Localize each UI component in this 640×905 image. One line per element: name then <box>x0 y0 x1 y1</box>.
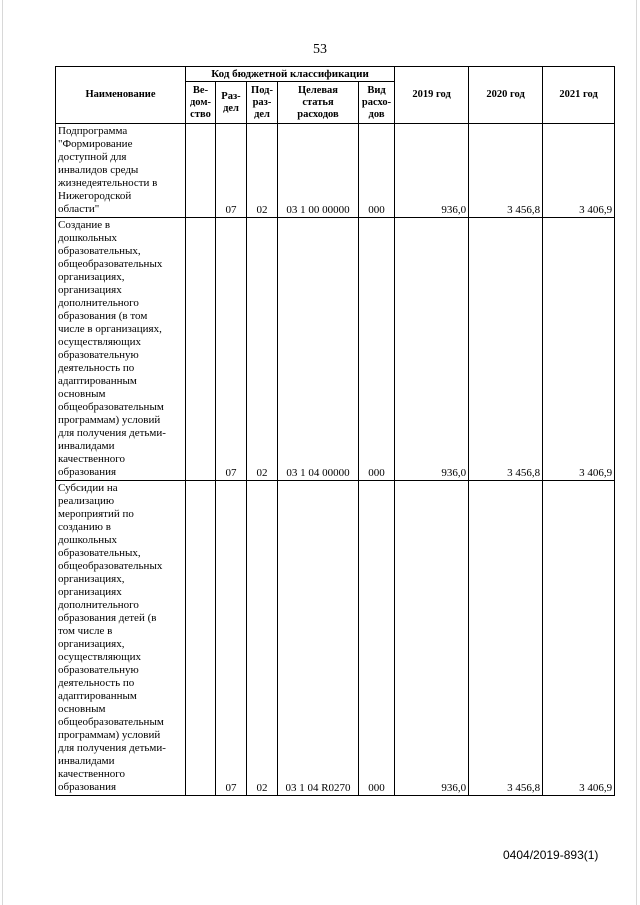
row-name-line: организациях, <box>58 638 125 650</box>
row-name-line: для получения детьми- <box>58 427 166 439</box>
vid-cell: 000 <box>359 124 395 218</box>
row-name-line: образования (в том <box>58 310 148 322</box>
row-name-cell <box>56 218 186 481</box>
row-name-line: Нижегородской <box>58 190 132 202</box>
row-name-line: осуществляющих <box>58 336 141 348</box>
value-2021-cell: 3 406,9 <box>543 481 615 796</box>
statya-cell: 03 1 04 00000 <box>278 218 359 481</box>
statya-cell: 03 1 04 R0270 <box>278 481 359 796</box>
podrazdel-cell: 02 <box>247 124 278 218</box>
value-2019-cell: 936,0 <box>395 124 469 218</box>
row-name-line: "Формирование <box>58 138 133 150</box>
table-row <box>56 218 615 481</box>
row-name-line: дополнительного <box>58 599 139 611</box>
row-name-line: организациях <box>58 586 122 598</box>
ved-cell <box>186 481 216 796</box>
row-name-line: дошкольных <box>58 232 117 244</box>
value-2019-cell: 936,0 <box>395 481 469 796</box>
row-name-line: адаптированным <box>58 690 137 702</box>
row-name-line: осуществляющих <box>58 651 141 663</box>
row-name-line: программам) условий <box>58 729 161 741</box>
row-name-line: образовательных, <box>58 245 141 257</box>
row-name-line: доступной для <box>58 151 127 163</box>
header-razdel: Раз- дел <box>216 82 247 124</box>
statya-cell: 03 1 00 00000 <box>278 124 359 218</box>
row-name-line: деятельность по <box>58 362 135 374</box>
header-2020: 2020 год <box>469 67 543 124</box>
row-name-line: общеобразовательных <box>58 258 163 270</box>
value-2020-cell: 3 456,8 <box>469 218 543 481</box>
header-statya: Целевая статья расходов <box>278 82 359 124</box>
row-name-line: Субсидии на <box>58 482 118 494</box>
row-name-cell <box>56 481 186 796</box>
row-name-line: образовательную <box>58 664 139 676</box>
row-name-line: общеобразовательных <box>58 560 163 572</box>
header-row-1 <box>56 67 615 82</box>
row-name-line: деятельность по <box>58 677 135 689</box>
row-name-line: образования детей (в <box>58 612 157 624</box>
row-name-line: инвалидами <box>58 440 115 452</box>
header-vid: Вид расхо- дов <box>359 82 395 124</box>
row-name-line: Создание в <box>58 219 111 231</box>
value-2019-cell: 936,0 <box>395 218 469 481</box>
header-podrazdel: Под- раз- дел <box>247 82 278 124</box>
row-name-line: мероприятий по <box>58 508 134 520</box>
row-name-cell <box>56 124 186 218</box>
row-name-line: созданию в <box>58 521 111 533</box>
row-name-line: области" <box>58 203 100 215</box>
podrazdel-cell: 02 <box>247 218 278 481</box>
row-name-line: числе в организациях, <box>58 323 162 335</box>
row-name-line: том числе в <box>58 625 113 637</box>
razdel-cell: 07 <box>216 218 247 481</box>
value-2021-cell: 3 406,9 <box>543 218 615 481</box>
left-edge-line <box>2 0 3 905</box>
row-name-line: образовательную <box>58 349 139 361</box>
header-budget-code-group: Код бюджетной классификации <box>186 67 395 82</box>
row-name-line: основным <box>58 388 106 400</box>
row-name-line: программам) условий <box>58 414 161 426</box>
table-body <box>56 124 615 796</box>
header-ved: Ве- дом- ство <box>186 82 216 124</box>
row-name-line: организациях, <box>58 271 125 283</box>
row-name-line: инвалидов среды <box>58 164 139 176</box>
document-code: 0404/2019-893(1) <box>503 848 599 862</box>
razdel-cell: 07 <box>216 481 247 796</box>
row-name-line: реализацию <box>58 495 115 507</box>
header-2021: 2021 год <box>543 67 615 124</box>
table-row <box>56 124 615 218</box>
podrazdel-cell: 02 <box>247 481 278 796</box>
table-row <box>56 481 615 796</box>
row-name-line: качественного <box>58 768 126 780</box>
row-name-line: основным <box>58 703 106 715</box>
row-name-line: общеобразовательным <box>58 716 164 728</box>
row-name-line: образования <box>58 466 117 478</box>
row-name-line: Подпрограмма <box>58 125 128 137</box>
row-name-line: организациях, <box>58 573 125 585</box>
header-name: Наименование <box>56 67 186 124</box>
row-name-line: инвалидами <box>58 755 115 767</box>
vid-cell: 000 <box>359 481 395 796</box>
budget-table <box>55 66 615 796</box>
value-2020-cell: 3 456,8 <box>469 481 543 796</box>
row-name-line: качественного <box>58 453 126 465</box>
row-name-line: образовательных, <box>58 547 141 559</box>
value-2021-cell: 3 406,9 <box>543 124 615 218</box>
row-name-line: образования <box>58 781 117 793</box>
row-name-line: дополнительного <box>58 297 139 309</box>
ved-cell <box>186 124 216 218</box>
value-2020-cell: 3 456,8 <box>469 124 543 218</box>
row-name-line: жизнедеятельности в <box>58 177 158 189</box>
razdel-cell: 07 <box>216 124 247 218</box>
row-name-line: адаптированным <box>58 375 137 387</box>
right-edge-line <box>636 0 637 905</box>
page-number: 53 <box>313 42 327 57</box>
row-name-line: общеобразовательным <box>58 401 164 413</box>
header-2019: 2019 год <box>395 67 469 124</box>
row-name-line: дошкольных <box>58 534 117 546</box>
row-name-line: организациях <box>58 284 122 296</box>
row-name-line: для получения детьми- <box>58 742 166 754</box>
vid-cell: 000 <box>359 218 395 481</box>
ved-cell <box>186 218 216 481</box>
